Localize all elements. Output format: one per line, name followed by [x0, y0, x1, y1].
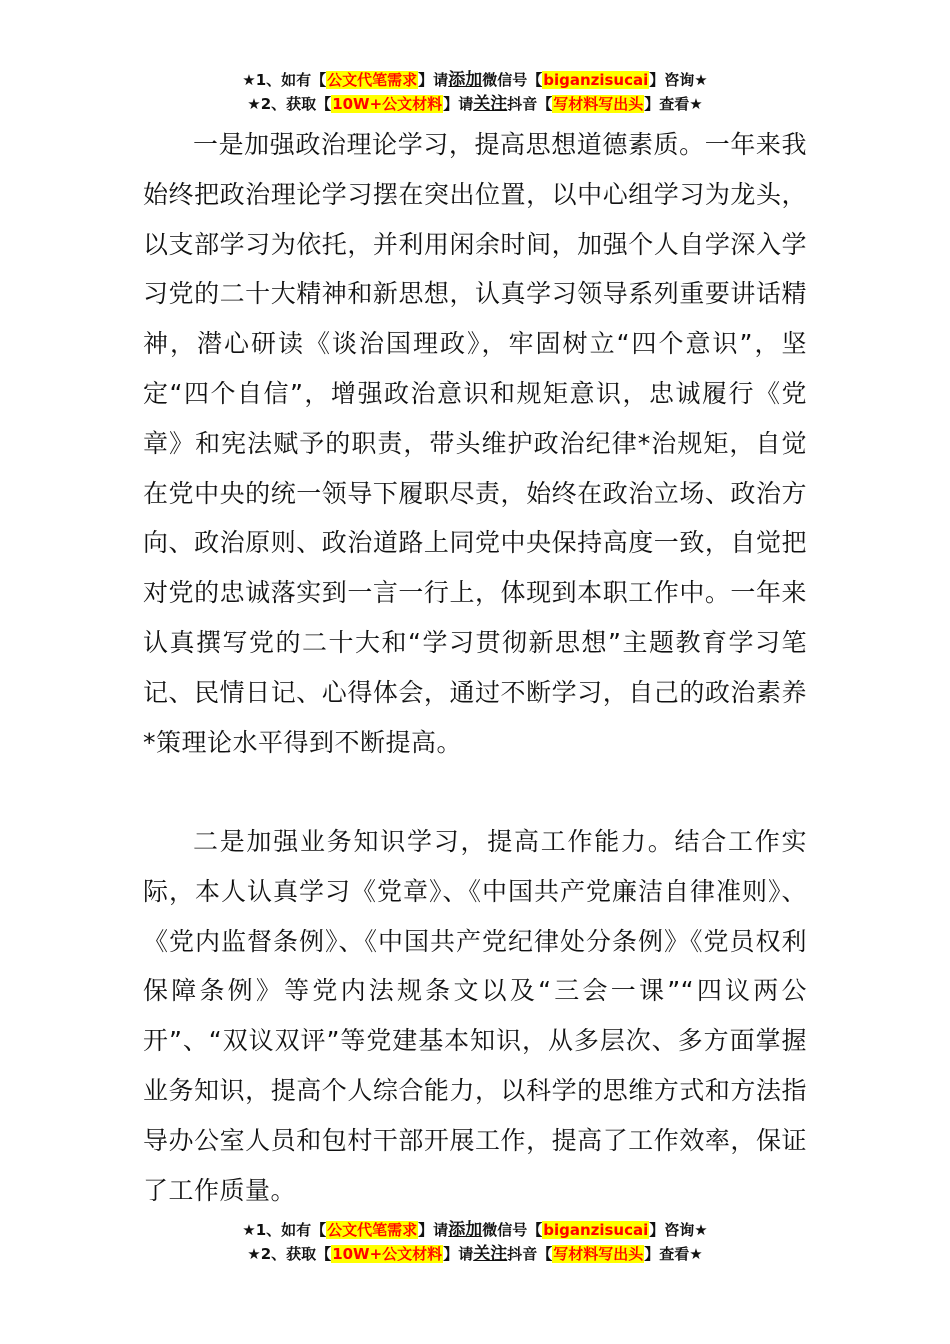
banner-text: ★1、如有【	[242, 71, 327, 89]
banner-text: 】请	[443, 95, 474, 113]
banner-text: 】请	[418, 71, 449, 89]
banner-text: 微信号【	[482, 1221, 543, 1239]
banner-text: 】请	[418, 1221, 449, 1239]
highlight-wechat-id: biganzisucai	[543, 71, 649, 89]
banner-text: ★1、如有【	[242, 1221, 327, 1239]
banner-line-1	[0, 68, 950, 92]
highlight-douyin-account: 写材料写出头	[553, 1245, 644, 1263]
highlight-materials: 10W+公文材料	[332, 1245, 443, 1263]
banner-line-1	[0, 1218, 950, 1242]
highlight-douyin-account: 写材料写出头	[553, 95, 644, 113]
highlight-ghostwriting: 公文代笔需求	[327, 1221, 418, 1239]
banner-text: ★2、获取【	[247, 1245, 332, 1263]
banner-emphasis: 添加	[448, 1220, 483, 1240]
body-section-1	[143, 120, 807, 767]
banner-emphasis: 关注	[473, 94, 508, 114]
paragraph-political-study: 一是加强政治理论学习，提高思想道德素质。一年来我始终把政治理论学习摆在突出位置，以中心组学习为龙头，以支部学习为依托，并利用闲余时间，加强个人自学深入学习党的二十大精神和新思想，认真学习领导系列重要讲话精神，潜心研读《谈治国理政》，牢固树立“四个意识”，坚定“四个自信”，增强政治意识和规矩意识，忠诚履行《党章》和宪法赋予的职责，带头维护政治纪律*治规矩，自觉在党中央的统一领导下履职尽责，始终在政治立场、政治方向、政治原则、政治道路上同党中央保持高度一致，自觉把对党的忠诚落实到一言一行上，体现到本职工作中。一年来认真撰写党的二十大和“学习贯彻新思想”主题教育学习笔记、民情日记、心得体会，通过不断学习，自己的政治素养*策理论水平得到不断提高。	[143, 130, 807, 757]
banner-text: 抖音【	[507, 95, 553, 113]
banner-text: ★2、获取【	[247, 95, 332, 113]
banner-line-2	[0, 1242, 950, 1266]
banner-text: 抖音【	[507, 1245, 553, 1263]
banner-line-2	[0, 92, 950, 116]
banner-text: 】咨询★	[649, 1221, 708, 1239]
body-section-2	[143, 817, 807, 1215]
highlight-wechat-id: biganzisucai	[543, 1221, 649, 1239]
banner-text: 】查看★	[644, 95, 703, 113]
banner-emphasis: 添加	[448, 70, 483, 90]
bottom-banner	[0, 1218, 950, 1266]
paragraph-business-study: 二是加强业务知识学习，提高工作能力。结合工作实际，本人认真学习《党章》、《中国共产党廉洁自律准则》、《党内监督条例》、《中国共产党纪律处分条例》《党员权利保障条例》等党内法规条文以及“三会一课”“四议两公开”、“双议双评”等党建基本知识，从多层次、多方面掌握业务知识，提高个人综合能力，以科学的思维方式和方法指导办公室人员和包村干部开展工作，提高了工作效率，保证了工作质量。	[143, 827, 807, 1205]
highlight-materials: 10W+公文材料	[332, 95, 443, 113]
banner-text: 】查看★	[644, 1245, 703, 1263]
banner-text: 】咨询★	[649, 71, 708, 89]
top-banner	[0, 68, 950, 116]
banner-emphasis: 关注	[473, 1244, 508, 1264]
highlight-ghostwriting: 公文代笔需求	[327, 71, 418, 89]
banner-text: 微信号【	[482, 71, 543, 89]
banner-text: 】请	[443, 1245, 474, 1263]
